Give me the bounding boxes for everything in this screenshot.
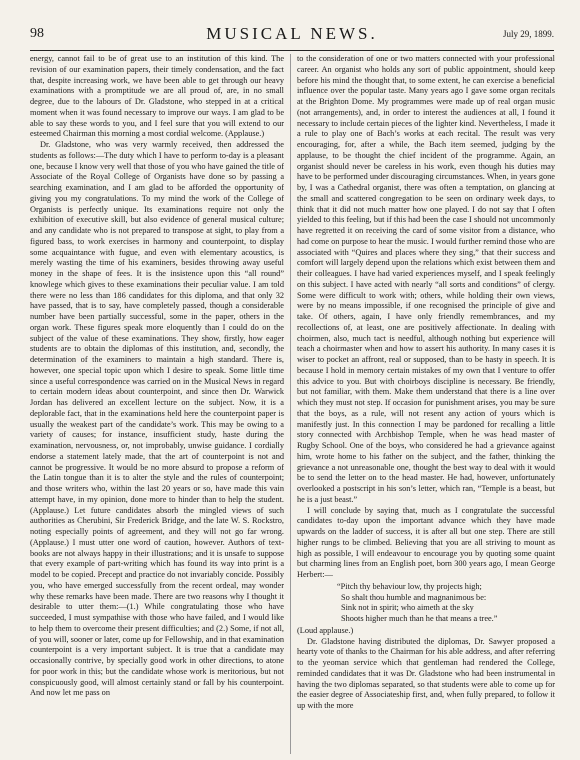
poem-line: So shalt thou humble and magnanimous be: [341,592,487,602]
poem-line: Sink not in spirit; who aimeth at the sky [341,603,474,613]
poem-quote [297,582,555,625]
poem-line: Shoots higher much than he that means a tree.” [341,614,498,623]
paragraph: energy, cannot fail to be of great use to an institution of this kind. The revision of our examination papers, their timely condensation, and the fact that, despite increasing work, we have been able to get through our heavy examinations with a promptitude we are all proud of, are, in no small degree, due to the labours of Dr. Gladstone, who stepped in at a critical moment when it was found necessary to improve our ways. I am glad to be able to say these words to you, and I feel sure that you will extend to our esteemed Chairman this morning a most cordial welcome. (Applause.) [30,54,284,139]
publication-title: MUSICAL NEWS. [206,24,378,43]
poem-line: “Pitch thy behaviour low, thy projects high; [337,581,482,591]
paragraph: to the consideration of one or two matters connected with your professional career. An organist who holds any sort of public appointment, should keep before his mind the thought that, to some extent, he can exercise a beneficial influence over the popular taste. Many years ago I gave some organ recitals at the Brighton Dome. My programmes were made up of real organ music (not arrangements), and, in order to interest the audiences at all, I found it necessary to include certain pieces of the lighter kind. Nevertheless, I made it a rule to play one of Bach’s works at each recital. The result was very encouraging, for, after a while, the Bach item seemed, judging by the applause, to be thought the chief incident of the programme. Again, an organist should never be careless in his work, even though his duties may have to be performed under discouraging circumstances. When, in years gone by, I was a Cathedral organist, there was often a temptation, on glancing at the small and scattered congregation to be seen on ordinary week days, to think that it did not much matter how one played. I do not say that I often yielded to this feeling, but if this had been the case I should not uncommonly have regretted it on receiving the card of some visitor from a distance, who had come on purpose to hear the music. I would further remind those who are associated with “Quires and places where they sing,” that their success and comfort will largely depend upon the relations which exist between them and their colleagues. I have had varied experiences myself, and I speak feelingly on this subject. I have acted with nearly “all sorts and conditions” of clergy. Some were difficult to work with; others, while holding their own views, were by no means impossible, if one recognised the principle of give and take. Of others, again, I have only friendly remembrances, and my recollections of, at least, one are positively affectionate. In dealing with choirmen, also, much tact is needful, although nothing but experience will teach a choirmaster when and how to assert his authority. In many cases it is wiser to pocket an affront, real or supposed, than to be hasty in speech. It is because I hold in memory certain mistakes of my own that I venture to offer this advice to you. But with choirboys discipline is necessary. Be friendly, but not familiar, with them. Make them understand that there is a line over which they must not step. If occasion for punishment arises, you may be sure that the boys, as a rule, will not resent any action of yours which is manifestly just. In this connection I may be pardoned for recalling a little story connected with Archbishop Temple, when he was head master of Rugby School. One of the boys, who considered he had a grievance against him, wrote home to his father on the subject, and the father, thinking the grievance a not unreasonable one, thought the best way to deal with it would be to send the letter on to the head master. He had, however, unfortunately overlooked a postscript in his son’s letter, which ran, “Temple is a beast, but he is a just beast.” [297,54,555,504]
column-divider [290,54,291,754]
left-column [30,54,284,754]
issue-date: July 29, 1899. [502,29,554,39]
page-header [30,20,554,51]
paragraph: Dr. Gladstone, who was very warmly received, then addressed the students as follows:—The duty which I have to perform to-day is a pleasant one, because I know very well that those of you who have gained the title of Associate of the Royal College of Organists have done so by passing a searching examination, and I am glad to be afforded the opportunity of giving you my congratulations. To my mind the work of the College of Organists is perfectly unique. Its examinations require not only the exhibition of executive skill, but also evidence of general musical culture; and any candidate who is not prepared to transpose at sight, to play from a figured bass, to work exercises in harmony and counterpoint, to display some acquaintance with fugue, and even with elementary acoustics, is merely wasting the time of his examiners, besides throwing away useful money in the shape of fees. It is the insistence upon this “all round” knowlege which gives to these examinations their peculiar value. I am told there were no less than 186 candidates for this diploma, and that only 32 have passed, that is to say, have completely passed, though a considerable number have been partially successful, some in the paper, others in the organ work. These figures speak more eloquently than I could do on the subject of the value of these examinations. They show, firstly, how eager students are to obtain the diplomas of this institution, and, secondly, the determination of the examiners to maintain a high standard. There is, however, one special topic upon which I desire to speak. Some little time since a useful correspondence was carried on in the Musical News in regard to certain modern ideas about counterpoint, and since then Dr. Warwick Jordan has delivered an excellent lecture on the subject. Now, it is a deplorable fact, that in the examinations held here the counterpoint paper is usually the weakest part of the candidate’s work. This may be owing to a variety of causes; for instance, insufficient study, haste during the examination, nervousness, or, not improbably, unwise guidance. I cordially endorse a statement lately made, that the art of counterpoint is not and cannot be progressive. It would be no more absurd to propose a reform of the Latin tongue than it is to alter the style and the rules of counterpoint; and those writers who, within the last 20 years or so, have made this vain attempt have, in my opinion, done more to hinder than to help the student. (Applause.) Let future candidates absorb the mingled views of such authorities as Cherubini, Sir Frederick Bridge, and the late W. S. Rockstro, noting especially points of agreement, and they will not go far wrong. (Applause.) I must utter one word of caution, however. Authors of text-books are not always happy in their illustrations; and it is unsafe to suppose that every example of part-writing which has found its way into print is a model to be copied. Precept and practice do not invariably concide. Possibly you, who have emerged successfully from the recent ordeal, may wonder why these remarks have been made. There are two reasons why I thought it desirable to utter them:—(1.) While congratulating those who have succeeded, I must sympathise with those who have failed, and I would like to help them to overcome their present difficulties; and (2.) Some, if not all, of you will, sooner or later, come up for Fellowship, and in that examination counterpoint is a very important subject. It is true that a candidate may occasionally contrive, by specially good work in other directions, to atone for poor work in this; but the candidate whose work is meritorious, but not conspicuously good, will almost certainly stand or fall by his counterpoint. And now let me pass on [30,140,284,698]
paragraph: (Loud applause.) [297,625,354,635]
right-column [297,54,555,754]
paragraph: Dr. Gladstone having distributed the diplomas, Dr. Sawyer proposed a hearty vote of thanks to the Chairman for his able address, and after referring to the yeoman service which that gentleman had rendered the College, reminded candidates that it was Dr. Gladstone who had been instrumental in having the two diplomas separated, so that students were able to come up for the easier degree of Associateship first, and, when fully prepared, to follow it up with the more [297,636,555,710]
page-number: 98 [30,26,44,41]
paragraph: I will conclude by saying that, much as I congratulate the successful candidates to-day upon the important advance which they have made upwards on the ladder of success, it is after all but one step. There are still higher rungs to be climbed. Believing that you are all striving to mount as high as possible, I will endeavour to encourage you by quoting some quaint but charming lines from an English poet, born 300 years ago, I mean George Herbert:— [297,505,555,579]
